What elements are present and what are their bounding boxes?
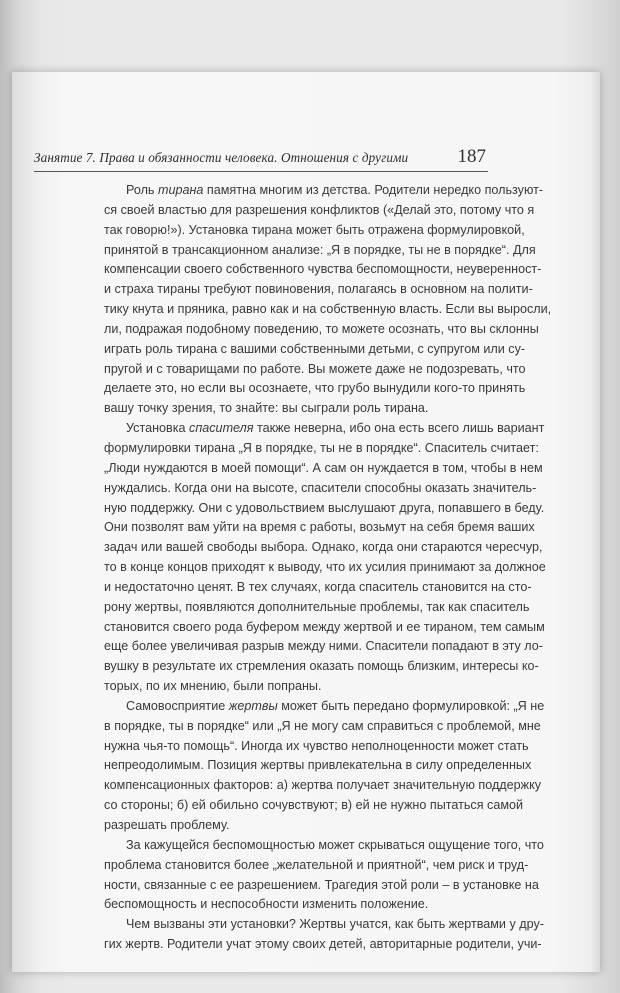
- text-line: „Люди нуждаются в моей помощи“. А сам он нуждается в том, чтобы в нем: [104, 460, 543, 475]
- text-line: За кажущейся беспомощностью может скрываться ощущение того, что: [126, 837, 544, 852]
- text-line: со стороны; б) ей обильно сочувствуют; в) ей не нужно пытаться самой: [104, 798, 524, 813]
- header-rule: [34, 171, 488, 172]
- text-line: непреодолимым. Позиция жертвы привлекательна в силу определенных: [104, 758, 532, 773]
- text-line: задач или вашей свободы выбора. Однако, когда они стараются чересчур,: [104, 540, 543, 555]
- body-text: [104, 181, 552, 955]
- text-line: тику кнута и пряника, равно как и на собственную власть. Если вы выросли,: [104, 302, 552, 317]
- text-line: компенсационных факторов: а) жертва получает значительную поддержку: [104, 778, 542, 793]
- italic-term: жертвы: [228, 698, 278, 713]
- page-number: 187: [457, 146, 486, 167]
- text-line: торых, по их мнению, были попраны.: [104, 679, 322, 694]
- text-line: вашу точку зрения, то знайте: вы сыграли роль тирана.: [104, 401, 429, 416]
- text-line: рону жертвы, появляются дополнительные проблемы, так как спаситель: [104, 599, 530, 614]
- text-line: ности, связанные с ее разрешением. Трагедия этой роли – в установке на: [104, 877, 539, 892]
- text-line: вушку в результате их стремления оказать помощь близким, интересы ко-: [104, 659, 539, 674]
- text-line: Они позволят вам уйти на время с работы, возьмут на себя бремя ваших: [104, 520, 535, 535]
- text-line: Чем вызваны эти установки? Жертвы учатся, как быть жертвами у дру-: [126, 917, 544, 932]
- text-line: становится своего рода буфером между жертвой и ее тираном, тем самым: [104, 619, 545, 634]
- italic-term: спасителя: [189, 421, 254, 436]
- text-line: нужна чья-то помощь“. Иногда их чувство неполноценности может стать: [104, 738, 529, 753]
- text-line: гих жертв. Родители учат этому своих детей, авторитарные родители, учи-: [104, 937, 542, 952]
- text-line: так говорю!»). Установка тирана может быть отражена формулировкой,: [104, 222, 525, 237]
- text-line: ную поддержку. Они с удовольствием выслушают друга, попавшего в беду.: [104, 500, 545, 515]
- text-line: нуждались. Когда они на высоте, спасители способны оказать значитель-: [104, 480, 537, 495]
- text-line: в порядке, ты в порядке“ или „Я не могу сам справиться с проблемой, мне: [104, 718, 541, 733]
- text-line: компенсации своего собственного чувства беспомощности, неуверенност-: [104, 262, 542, 277]
- text-line: пругой и с товарищами по работе. Вы можете даже не подозревать, что: [104, 361, 526, 376]
- text-line: играть роль тирана с вашими собственными детьми, с супругом или су-: [104, 341, 526, 356]
- text-line: Установка спасителя также неверна, ибо она есть всего лишь вариант: [126, 421, 545, 436]
- text-line: Роль тирана памятна многим из детства. Родители нередко пользуют-: [126, 183, 544, 197]
- running-header-title: Занятие 7. Права и обязанности человека. Отношения с другими: [34, 150, 409, 165]
- text-line: ли, подражая подобному поведению, то можете осознать, что вы склонны: [104, 321, 539, 336]
- text-line: ся своей властью для разрешения конфликтов («Делай это, потому что я: [104, 202, 535, 217]
- text-line: то в конце концов приходят к выводу, что их усилия принимают за должное: [104, 560, 546, 575]
- text-line: разрешать проблему.: [104, 818, 230, 832]
- running-header: [34, 148, 486, 170]
- text-line: принятой в трансакционном анализе: „Я в порядке, ты не в порядке“. Для: [104, 242, 536, 257]
- text-line: Самовосприятие жертвы может быть передано формулировкой: „Я не: [126, 698, 545, 713]
- page-edge-shadow: [590, 72, 600, 972]
- text-line: и недостаточно ценят. В тех случаях, когда спаситель становится на сто-: [104, 579, 532, 594]
- text-line: еще более увеличивая разрыв между ними. Спасители попадают в эту ло-: [104, 639, 543, 654]
- text-line: и страха тираны требуют повиновения, полагаясь в основном на полити-: [104, 282, 533, 297]
- text-line: формулировки тирана „Я в порядке, ты не в порядке“. Спаситель считает:: [104, 440, 539, 455]
- italic-term: тирана: [157, 183, 204, 197]
- text-line: беспомощность и неспособности изменить положение.: [104, 897, 429, 912]
- text-line: проблема становится более „желательной и приятной“, чем риск и труд-: [104, 857, 529, 872]
- text-line: делаете это, но если вы осознаете, что грубо вынудили кого-то принять: [104, 381, 526, 396]
